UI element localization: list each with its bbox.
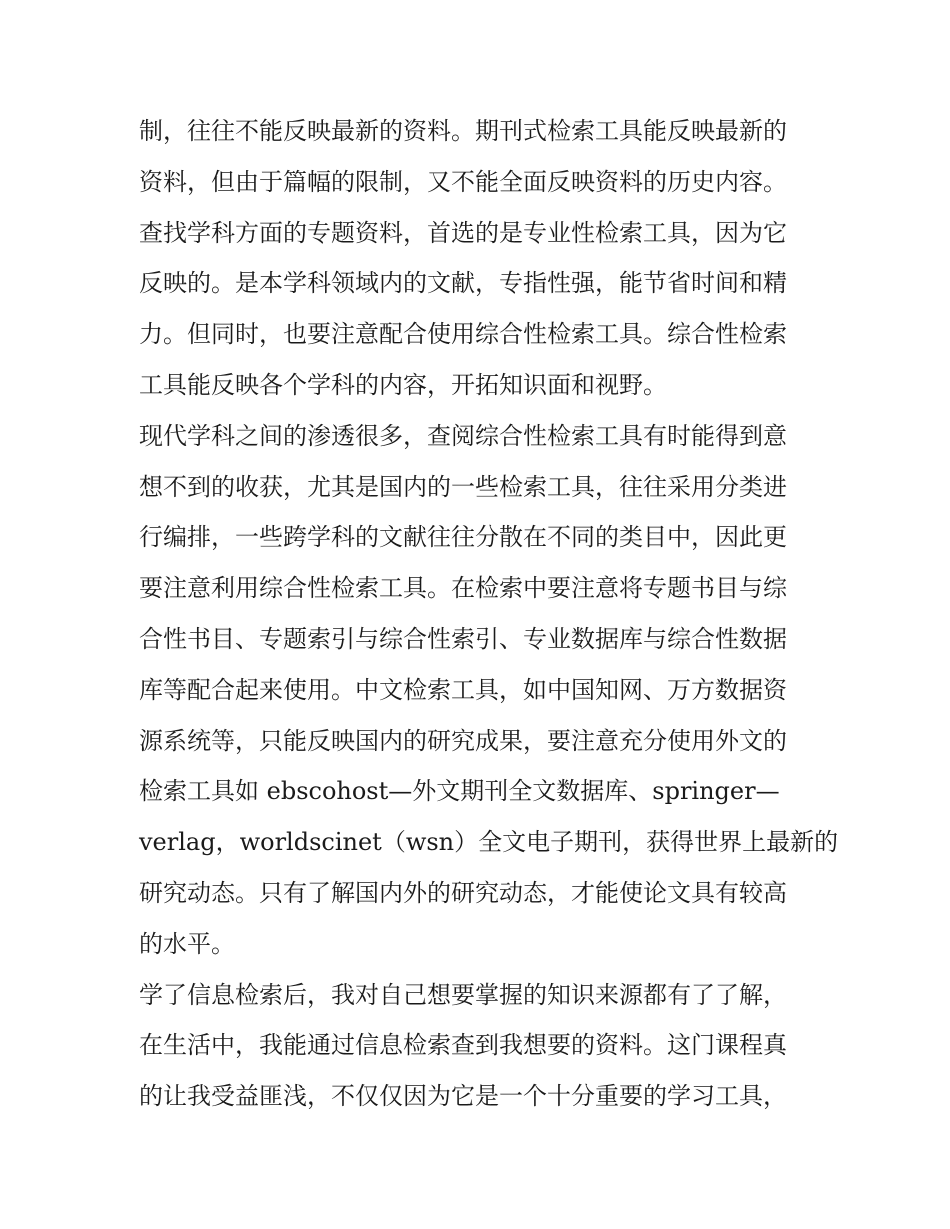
text-line: 的水平。 xyxy=(139,929,235,958)
text-line: 的让我受益匪浅，不仅仅因为它是一个十分重要的学习工具， xyxy=(139,1082,787,1111)
text-line: 学了信息检索后，我对自己想要掌握的知识来源都有了了解， xyxy=(139,980,787,1009)
text-line: 制，往往不能反映最新的资料。期刊式检索工具能反映最新的 xyxy=(139,117,787,145)
text-line: 库等配合起来使用。中文检索工具，如中国知网、万方数据资 xyxy=(139,675,787,704)
text-line: 工具能反映各个学科的内容，开拓知识面和视野。 xyxy=(139,370,667,399)
text-line: 源系统等，只能反映国内的研究成果，要注意充分使用外文的 xyxy=(139,726,787,755)
text-line: 行编排，一些跨学科的文献往往分散在不同的类目中，因此更 xyxy=(139,523,787,552)
text-line: 资料，但由于篇幅的限制，又不能全面反映资料的历史内容。 xyxy=(139,167,787,196)
text-line: 在生活中，我能通过信息检索查到我想要的资料。这门课程真 xyxy=(139,1031,787,1060)
text-line: 想不到的收获，尤其是国内的一些检索工具，往往采用分类进 xyxy=(139,472,787,501)
text-line: 力。但同时，也要注意配合使用综合性检索工具。综合性检索 xyxy=(139,320,787,349)
text-line: 研究动态。只有了解国内外的研究动态，才能使论文具有较高 xyxy=(139,878,787,907)
text-line: 要注意利用综合性检索工具。在检索中要注意将专题书目与综 xyxy=(139,574,787,603)
text-line: 反映的。是本学科领域内的文献，专指性强，能节省时间和精 xyxy=(139,269,787,298)
text-line: verlag，worldscinet（wsn）全文电子期刊，获得世界上最新的 xyxy=(139,828,839,857)
text-line: 合性书目、专题索引与综合性索引、专业数据库与综合性数据 xyxy=(139,624,787,653)
body-text xyxy=(139,106,839,1122)
text-line: 现代学科之间的渗透很多，查阅综合性检索工具有时能得到意 xyxy=(139,421,787,450)
text-line: 检索工具如 ebscohost—外文期刊全文数据库、springer— xyxy=(139,777,780,806)
text-line: 查找学科方面的专题资料，首选的是专业性检索工具，因为它 xyxy=(139,218,787,247)
